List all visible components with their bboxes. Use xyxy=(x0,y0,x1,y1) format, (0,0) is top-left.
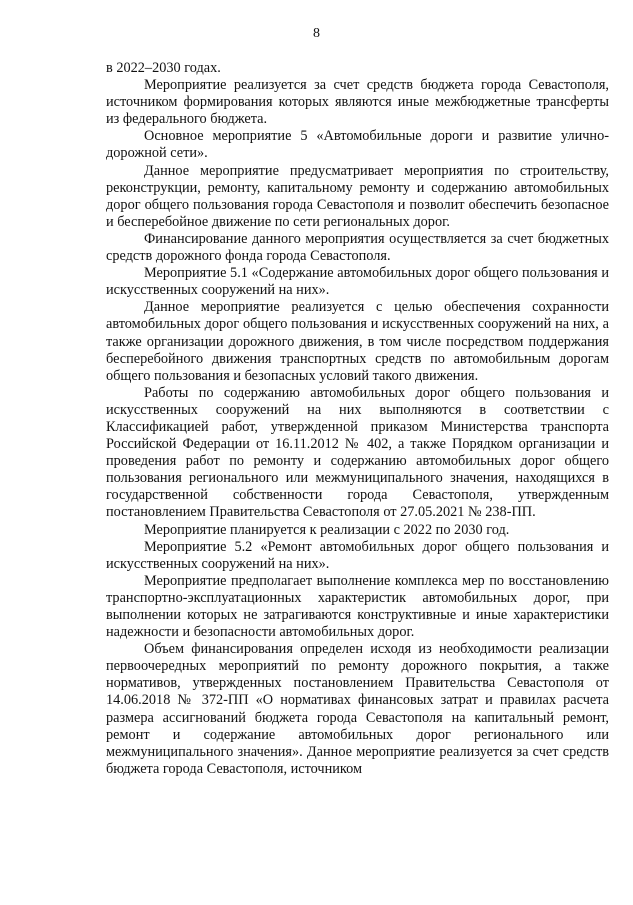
paragraph: Данное мероприятие предусматривает мероприятия по строительству, реконструкции, ремонту, капитальному ремонту и содержанию автомобильных дорог общего пользования города Севастополя и позволит обеспечить безопасное и бесперебойное движение по сети региональных дорог. xyxy=(106,162,609,230)
paragraph: Данное мероприятие реализуется с целью обеспечения сохранности автомобильных дорог общего пользования и искусственных сооружений на них, а также организации дорожного движения, в том числе посредством поддержания бесперебойного движения транспортных средств по автомобильным дорогам общего пользования и безопасных условий такого движения. xyxy=(106,299,609,384)
paragraph: Основное мероприятие 5 «Автомобильные дороги и развитие улично-дорожной сети». xyxy=(106,128,609,162)
paragraph: в 2022–2030 годах. xyxy=(106,60,221,76)
paragraph: Финансирование данного мероприятия осуществляется за счет бюджетных средств дорожного фонда города Севастополя. xyxy=(106,230,609,265)
paragraph: Мероприятие предполагает выполнение комплекса мер по восстановлению транспортно-эксплуатационных характеристик автомобильных дорог, при выполнении которых не затрагиваются конструктивные и иные характеристики надежности и безопасности автомобильных дорог. xyxy=(106,572,609,641)
document-body xyxy=(106,60,609,778)
paragraph: Мероприятие планируется к реализации с 2022 по 2030 год. xyxy=(144,521,510,538)
paragraph: Мероприятие реализуется за счет средств бюджета города Севастополя, источником формирования которых являются иные межбюджетные трансферты из федерального бюджета. xyxy=(106,77,609,128)
paragraph: Мероприятие 5.1 «Содержание автомобильных дорог общего пользования и искусственных сооружений на них». xyxy=(106,265,609,299)
paragraph: Мероприятие 5.2 «Ремонт автомобильных дорог общего пользования и искусственных сооружений на них». xyxy=(106,538,609,572)
paragraph: Объем финансирования определен исходя из необходимости реализации первоочередных мероприятий по ремонту дорожного покрытия, а также нормативов, утвержденных постановлением Правительства Севастополя от 14.06.2018 № 372-ПП «О нормативах финансовых затрат и правилах расчета размера ассигнований бюджета города Севастополя на капитальный ремонт, ремонт и содержание автомобильных дорог регионального или межмуниципального значения». Данное мероприятие реализуется за счет средств бюджета города Севастополя, источником xyxy=(106,641,609,777)
paragraph: Работы по содержанию автомобильных дорог общего пользования и искусственных сооружений на них выполняются в соответствии с Классификацией работ, утвержденной приказом Министерства транспорта Российской Федерации от 16.11.2012 № 402, а также Порядком организации и проведения работ по ремонту и содержанию автомобильных дорог общего пользования регионального или межмуниципального значения, находящихся в государственной собственности города Севастополя, утвержденным постановлением Правительства Севастополя от 27.05.2021 № 238-ПП. xyxy=(106,384,609,521)
page-number: 8 xyxy=(313,26,320,41)
